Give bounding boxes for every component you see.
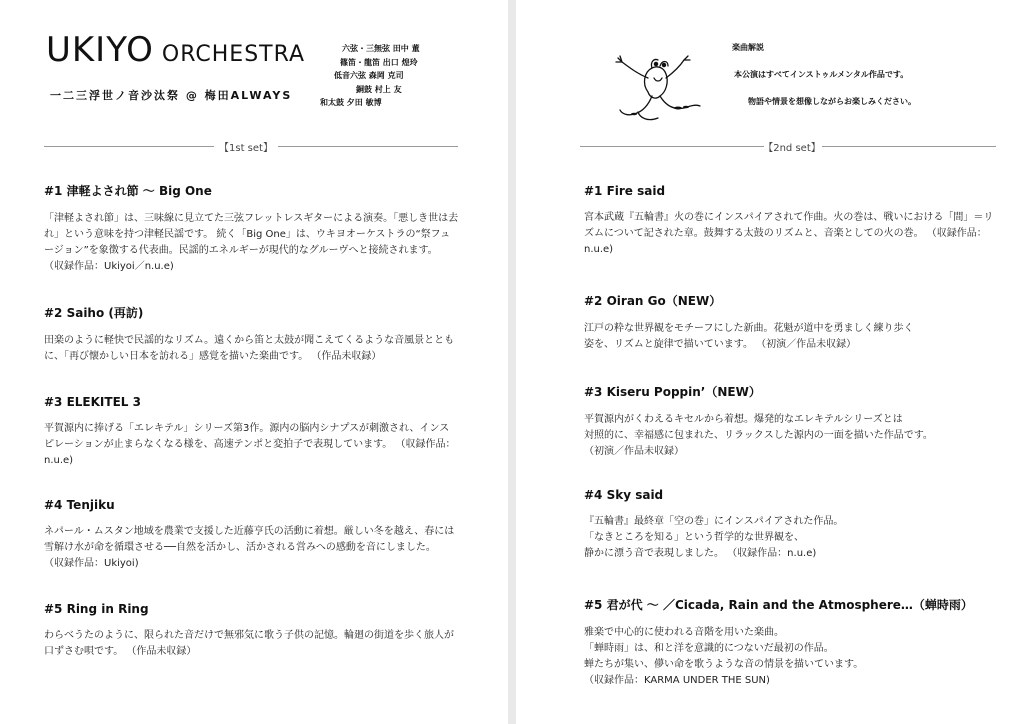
set-divider (516, 139, 1024, 153)
song-item (44, 498, 459, 572)
song-title: #2 Saiho (再訪) (44, 306, 144, 320)
song-item (584, 184, 996, 258)
credit-line: 篠笛・龍笛 出口 煌玲 (340, 57, 418, 67)
song-title: #3 ELEKITEL 3 (44, 395, 141, 409)
song-item (584, 596, 996, 689)
set-divider (0, 139, 508, 153)
song-item (584, 292, 996, 353)
song-description: 田楽のように軽快で民謡的なリズム。遠くから笛と太鼓が聞こえてくるような音風景とともに、「再び懐かしい日本を訪れる」感覚を描いた楽曲です。 （作品未収録） (44, 335, 455, 362)
song-title: #4 Tenjiku (44, 498, 115, 512)
song-title: #1 Fire said (584, 184, 666, 198)
song-description: 江戸の粋な世界観をモチーフにした新曲。花魁が道中を勇ましく練り歩く 姿を、リズムと旋律で描いています。 （初演／作品未収録） (584, 323, 914, 350)
song-description: 宮本武蔵『五輪書』火の巻にインスパイアされて作曲。火の巻は、戦いにおける「間」＝リズムについて記された章。鼓舞する太鼓のリズムと、音楽としての火の巻。 （収録作品：n.u.e) (584, 212, 994, 255)
intro-line-1: 本公演はすべてインストゥルメンタル作品です。 (734, 70, 909, 79)
right-page (516, 0, 1024, 724)
set-label: 【1st set】 (219, 143, 273, 154)
ukiyo-orchestra-logo (46, 30, 305, 70)
set-label: 【2nd set】 (763, 143, 821, 154)
logo-sub: ORCHESTRA (161, 42, 306, 67)
frog-illustration (608, 48, 704, 128)
song-description: わらべうたのように、限られた音だけで無邪気に歌う子供の記憶。輪廻の街道を歩く旅人が口ずさむ唄です。 （作品未収録） (44, 630, 454, 657)
song-item (44, 182, 459, 275)
song-description: ネパール・ムスタン地域を農業で支援した近藤亨氏の活動に着想。厳しい冬を越え、春には雪解け水が命を循環させる──自然を活かし、活かされる営みへの感動を音にしました。 （収録作品：Ukiyoi) (44, 526, 455, 569)
intro-line-2: 物語や情景を想像しながらお楽しみください。 (748, 97, 916, 106)
song-title: #3 Kiseru Poppin’（NEW） (584, 385, 761, 399)
song-item (584, 383, 996, 460)
credit-line: 六弦・三無弦 田中 董 (342, 44, 420, 53)
song-title: #2 Oiran Go（NEW） (584, 294, 722, 308)
left-page (0, 0, 508, 724)
credit-line: 低音六弦 森岡 克司 (334, 71, 404, 80)
divider-line (44, 146, 214, 147)
member-credits (318, 42, 478, 110)
song-description: 平賀源内がくわえるキセルから着想。爆発的なエレキテルシリーズとは 対照的に、幸福感に包まれた、リラックスした源内の一面を描いた作品です。 （初演／作品未収録） (584, 414, 933, 457)
song-item (584, 488, 996, 562)
logo-main: UKIYO (46, 30, 154, 70)
event-subtitle: 一二三浮世ノ音沙汰祭 @ 梅田ALWAYS (50, 89, 293, 102)
song-item (44, 602, 459, 660)
song-title: #5 Ring in Ring (44, 602, 149, 616)
song-description: 平賀源内に捧げる「エレキテル」シリーズ第3作。源内の脳内シナプスが刺激され、インスピレーションが止まらなくなる様を、高速テンポと変拍子で表現しています。 （収録作品：n.u.e) (44, 423, 456, 466)
divider-line (822, 146, 996, 147)
song-item (44, 395, 459, 469)
credit-line: 銅鼓 村上 友 (356, 84, 402, 94)
song-title: #5 君が代 〜 ／Cicada, Rain and the Atmosphere…（蝉時雨） (584, 598, 973, 612)
divider-line (278, 146, 458, 147)
song-title: #4 Sky said (584, 488, 664, 502)
song-title: #1 津軽よされ節 〜 Big One (44, 184, 212, 198)
intro-heading: 楽曲解説 (732, 43, 764, 52)
song-description: 雅楽で中心的に使われる音階を用いた楽曲。 「蝉時雨」は、和と洋を意識的につないだ最初の作品。 蝉たちが集い、儚い命を歌うような音の情景を描いています。 （収録作品：KARMA UNDER THE SUN) (584, 627, 864, 686)
credit-line: 和太鼓 夕田 敏博 (320, 98, 382, 107)
song-item (44, 304, 459, 365)
song-description: 『五輪書』最終章「空の巻」にインスパイアされた作品。 「なきところを知る」という哲学的な世界観を、 静かに漂う音で表現しました。 （収録作品：n.u.e) (584, 516, 844, 559)
song-description: 「津軽よされ節」は、三味線に見立てた三弦フレットレスギターによる演奏。「悪しき世は去れ」という意味を持つ津軽民謡です。 続く「Big One」は、ウキヨオーケストラの“祭フュージョン”を象徴する代表曲。民謡的エネルギーが現代的なグルーヴへと接続されます。 （収録作品：Ukiyoi／n.u.e) (44, 213, 459, 272)
divider-line (580, 146, 764, 147)
